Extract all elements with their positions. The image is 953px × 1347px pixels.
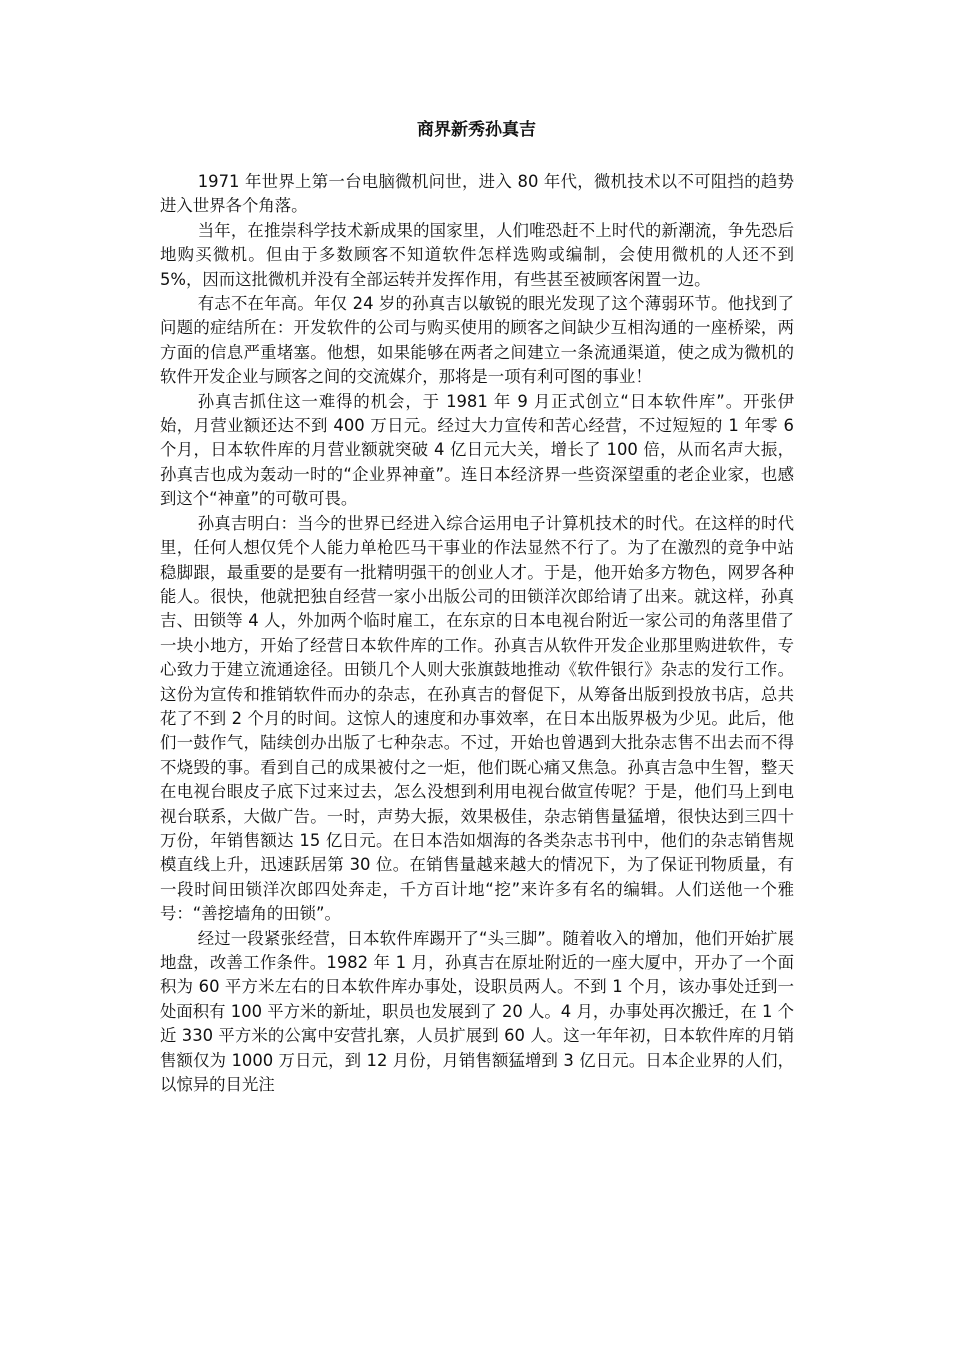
document-title: 商界新秀孙真吉 — [417, 120, 536, 140]
document-body — [160, 170, 794, 1097]
paragraph-6: 经过一段紧张经营，日本软件库踢开了“头三脚”。随着收入的增加，他们开始扩展地盘，改善工作条件。1982 年 1 月，孙真吉在原址附近的一座大厦中，开办了一个面积为 60 平方米左右的日本软件库办事处，设职员两人。不到 1 个月，该办事处迁到一处面积有 100 平方米的新址，职员也发展到了 20 人。4 月，办事处再次搬迁，在 1 个近 330 平方米的公寓中安营扎寨，人员扩展到 60 人。这一年年初，日本软件库的月销售额仅为 1000 万日元，到 12 月份，月销售额猛增到 3 亿日元。日本企业界的人们，以惊异的目光注 — [160, 928, 794, 1095]
paragraph-1: 1971 年世界上第一台电脑微机问世，进入 80 年代，微机技术以不可阻挡的趋势进入世界各个角落。 — [160, 172, 794, 216]
paragraph-4: 孙真吉抓住这一难得的机会，于 1981 年 9 月正式创立“日本软件库”。开张伊始，月营业额还达不到 400 万日元。经过大力宣传和苦心经营，不过短短的 1 年零 6 个月，日本软件库的月营业额就突破 4 亿日元大关，增长了 100 倍，从而名声大振，孙真吉也成为轰动一时的“企业界神童”。连日本经济界一些资深望重的老企业家，也感到这个“神童”的可敬可畏。 — [160, 391, 794, 509]
paragraph-5: 孙真吉明白：当今的世界已经进入综合运用电子计算机技术的时代。在这样的时代里，任何人想仅凭个人能力单枪匹马干事业的作法显然不行了。为了在激烈的竞争中站稳脚跟，最重要的是要有一批精明强干的创业人才。于是，他开始多方物色，网罗各种能人。很快，他就把独自经营一家小出版公司的田锁洋次郎给请了出来。就这样，孙真吉、田锁等 4 人，外加两个临时雇工，在东京的日本电视台附近一家公司的角落里借了一块小地方，开始了经营日本软件库的工作。孙真吉从软件开发企业那里购进软件，专心致力于建立流通途径。田锁几个人则大张旗鼓地推动《软件银行》杂志的发行工作。这份为宣传和推销软件而办的杂志，在孙真吉的督促下，从筹备出版到投放书店，总共花了不到 2 个月的时间。这惊人的速度和办事效率，在日本出版界极为少见。此后，他们一鼓作气，陆续创办出版了七种杂志。不过，开始也曾遇到大批杂志售不出去而不得不烧毁的事。看到自己的成果被付之一炬，他们既心痛又焦急。孙真吉急中生智，整天在电视台眼皮子底下过来过去，怎么没想到利用电视台做宣传呢？于是，他们马上到电视台联系，大做广告。一时，声势大振，效果极佳，杂志销售量猛增，很快达到三四十万份，年销售额达 15 亿日元。在日本浩如烟海的各类杂志书刊中，他们的杂志销售规模直线上升，迅速跃居第 30 位。在销售量越来越大的情况下，为了保证刊物质量，有一段时间田锁洋次郎四处奔走，千方百计地“挖”来许多有名的编辑。人们送他一个雅号：“善挖墙角的田锁”。 — [160, 513, 794, 924]
paragraph-3: 有志不在年高。年仅 24 岁的孙真吉以敏锐的眼光发现了这个薄弱环节。他找到了问题的症结所在：开发软件的公司与购买使用的顾客之间缺少互相沟通的一座桥梁，两方面的信息严重堵塞。他想，如果能够在两者之间建立一条流通渠道，使之成为微机的软件开发企业与顾客之间的交流媒介，那将是一项有利可图的事业！ — [160, 294, 794, 387]
paragraph-2: 当年，在推崇科学技术新成果的国家里，人们唯恐赶不上时代的新潮流，争先恐后地购买微机。但由于多数顾客不知道软件怎样选购或编制，会使用微机的人还不到 5%，因而这批微机并没有全部运转并发挥作用，有些甚至被顾客闲置一边。 — [160, 220, 794, 289]
